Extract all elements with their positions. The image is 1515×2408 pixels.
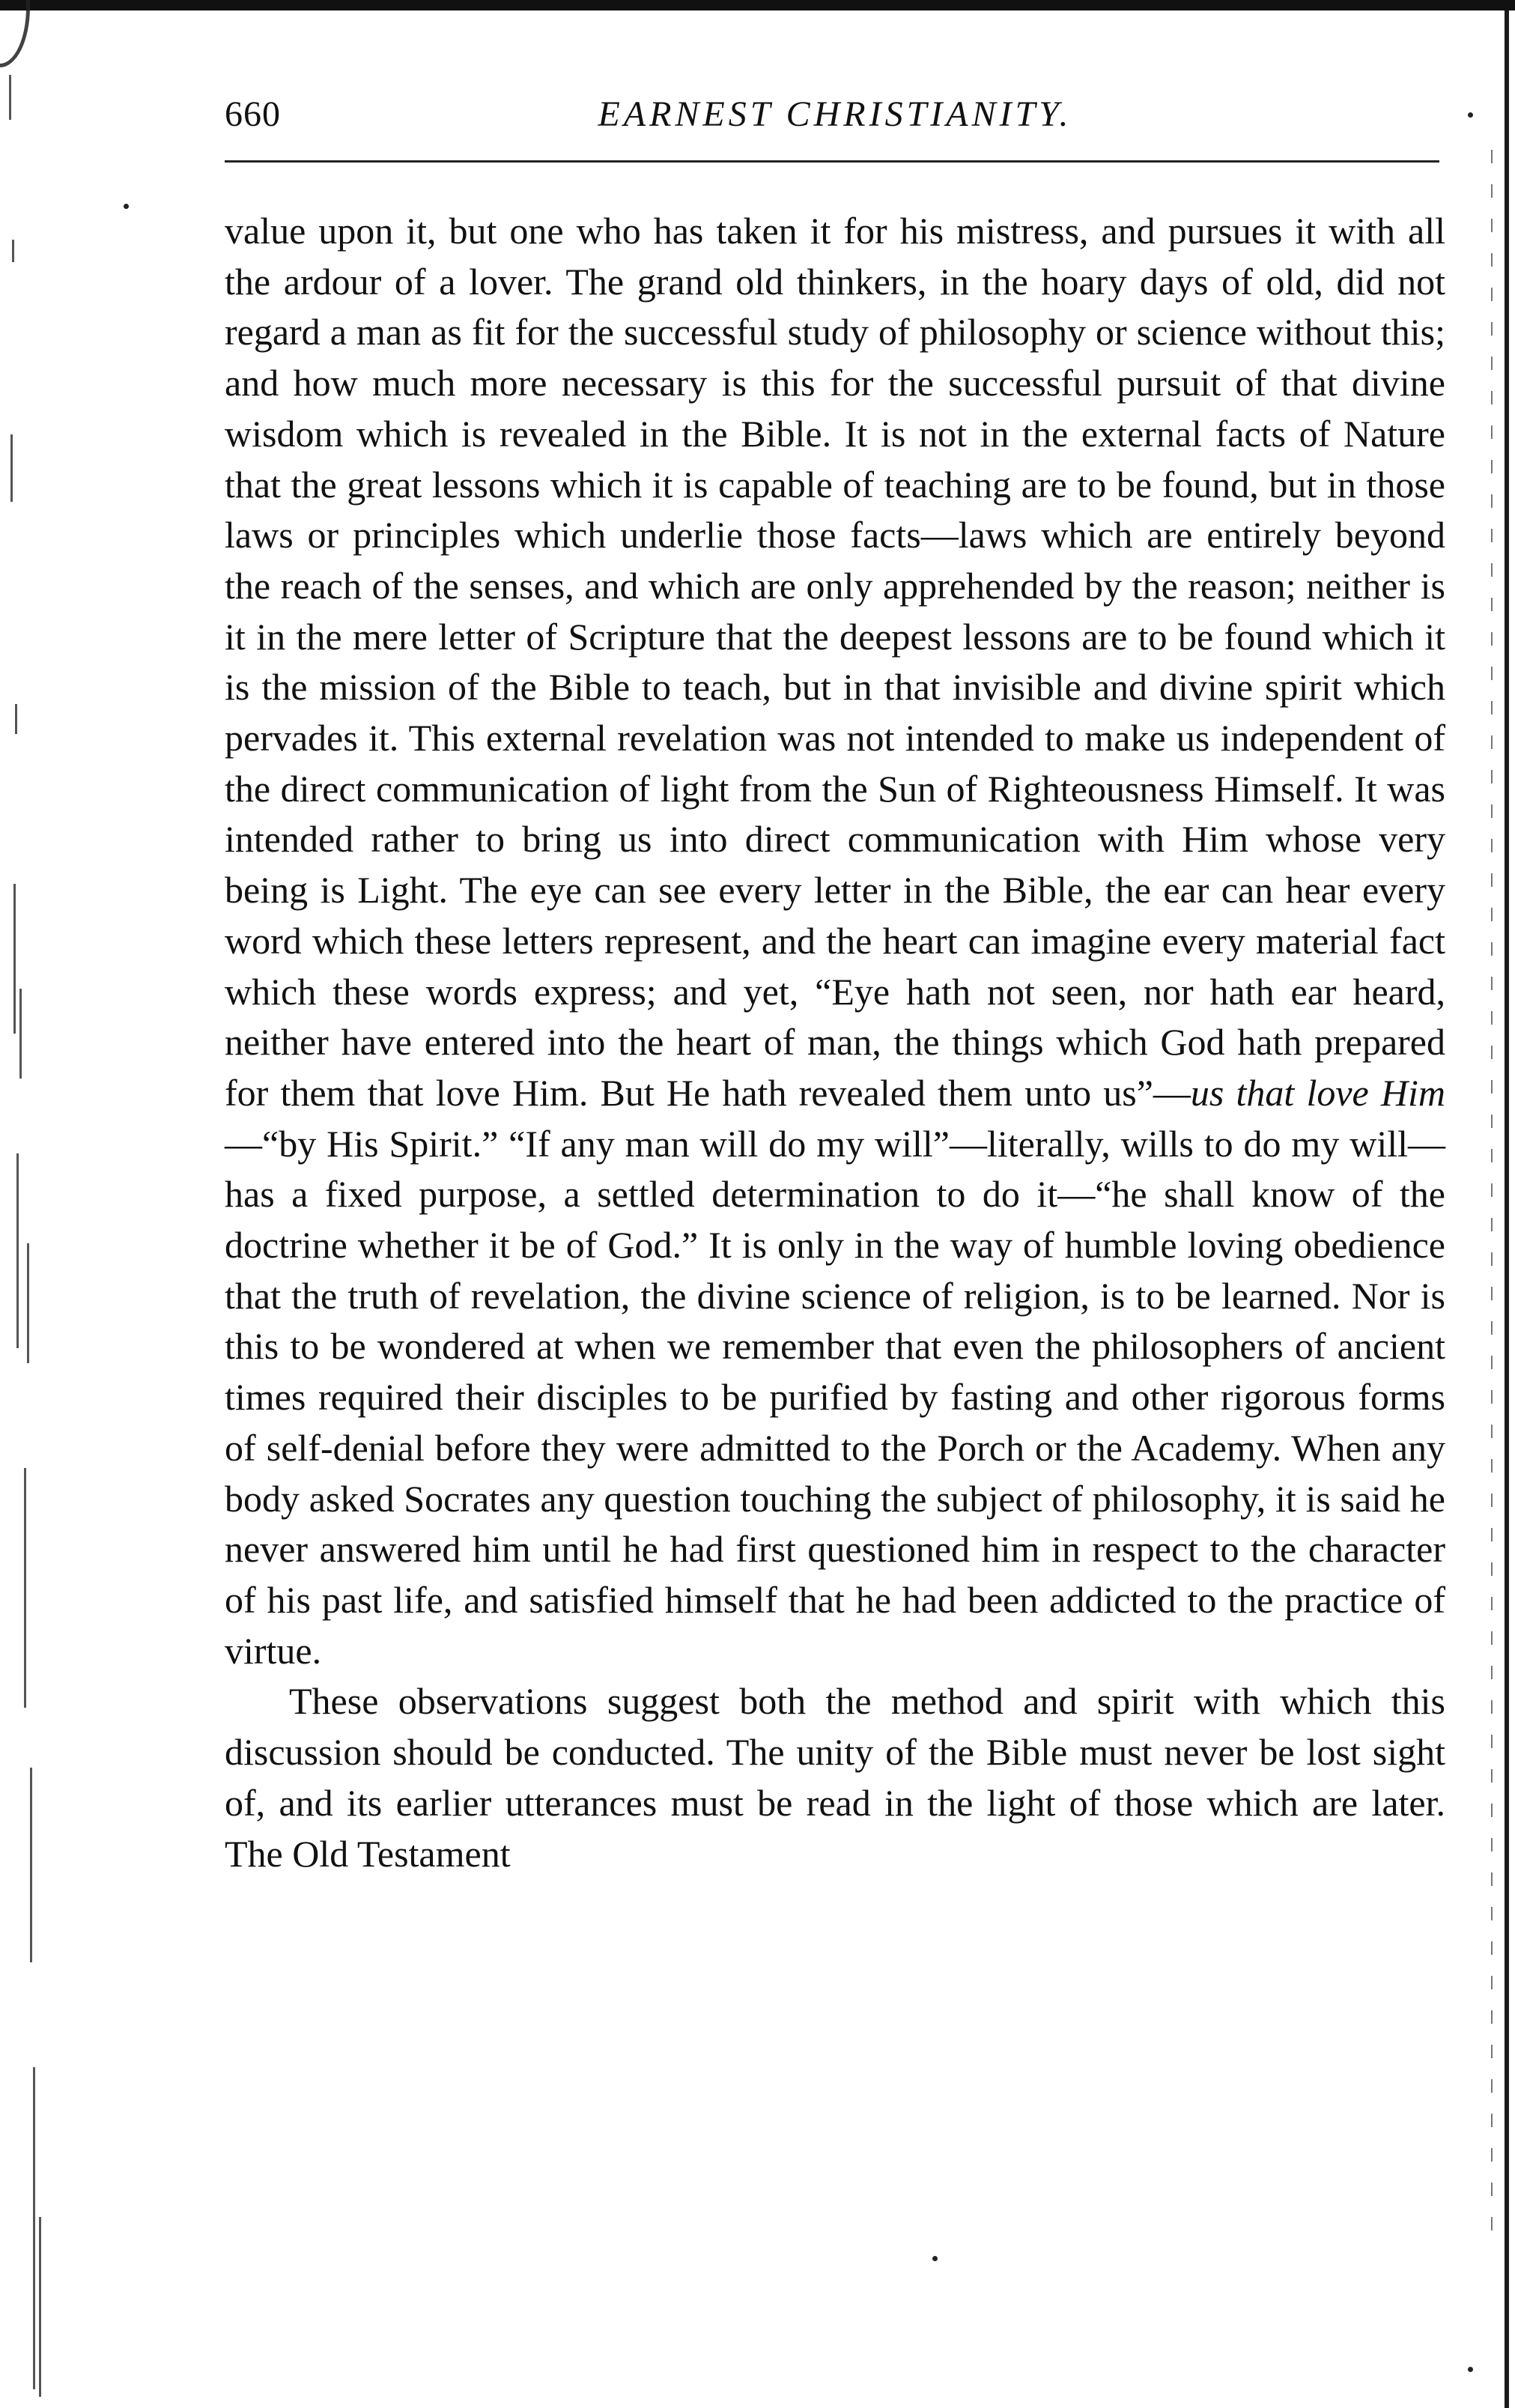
page-number: 660 <box>225 94 281 134</box>
paragraph-2 <box>225 1676 1445 1879</box>
top-edge-rule <box>0 0 1515 10</box>
paragraph-1-text: value upon it, but one who has taken it for his mistress, and pursues it with all the ardour of a lover. The grand old thinkers, in the hoary days of old, did not regard a man as fit for the successful study of philosophy or science without this; and how much more necessary is this for the successful pursuit of that divine wisdom which is revealed in the Bible. It is not in the external facts of Nature that the great lessons which it is capable of teaching are to be found, but in those laws or principles which underlie those facts—laws which are entirely beyond the reach of the senses, and which are only apprehended by the reason; neither is it in the mere letter of Scripture that the deepest lessons are to be found which it is the mission of the Bible to teach, but in that invisible and divine spirit which pervades it. This external revelation was not intended to make us independent of the direct communication of light from the Sun of Righteousness Himself. It was intended rather to bring us into direct communication with Him whose very being is Light. The eye can see every letter in the Bible, the ear can hear every word which these letters represent, and the heart can imagine every material fact which these words express; and yet, “Eye hath not seen, nor hath ear heard, neither have entered into the heart of man, the things which God hath prepared for them that love Him. But He hath revealed them unto us”— <box>225 210 1445 1114</box>
paragraph-1-italic: us that love Him <box>1190 1071 1445 1114</box>
right-edge-shadow <box>1491 150 1493 2247</box>
paragraph-1-text-after: —“by His Spirit.” “If any man will do my will”—literally, wills to do my will—has a fixed purpose, a settled determination to do it—“he shall know of the doctrine whether it be of God.” It is only in the way of humble loving obedience that the truth of revelation, the divine science of religion, is to be learned. Nor is this to be wondered at when we remember that even the philosophers of ancient times required their disciples to be purified by fasting and other rigorous forms of self-denial before they were admitted to the Porch or the Academy. When any body asked Socrates any question touching the subject of philosophy, it is said he never answered him until he had first questioned him in respect to the character of his past life, and satisfied himself that he had been addicted to the practice of virtue. <box>225 1122 1445 1672</box>
paragraph-2-text: These observations suggest both the method and spirit with which this discussion should be conducted. The unity of the Bible must never be lost sight of, and its earlier utterances must be read in the light of those which are later. The Old Testament <box>225 1680 1445 1875</box>
running-title: EARNEST CHRISTIANITY. <box>598 94 1072 134</box>
paragraph-1 <box>225 206 1445 1676</box>
header-rule <box>225 160 1439 163</box>
running-header <box>225 86 1445 150</box>
left-binding-gutter <box>4 45 43 2397</box>
ink-speck <box>1468 2367 1473 2372</box>
ink-speck <box>1468 112 1473 118</box>
right-page-edge <box>1505 10 1509 2408</box>
ink-speck <box>932 2256 938 2261</box>
body-text <box>225 206 1445 1879</box>
ink-speck <box>124 204 129 209</box>
